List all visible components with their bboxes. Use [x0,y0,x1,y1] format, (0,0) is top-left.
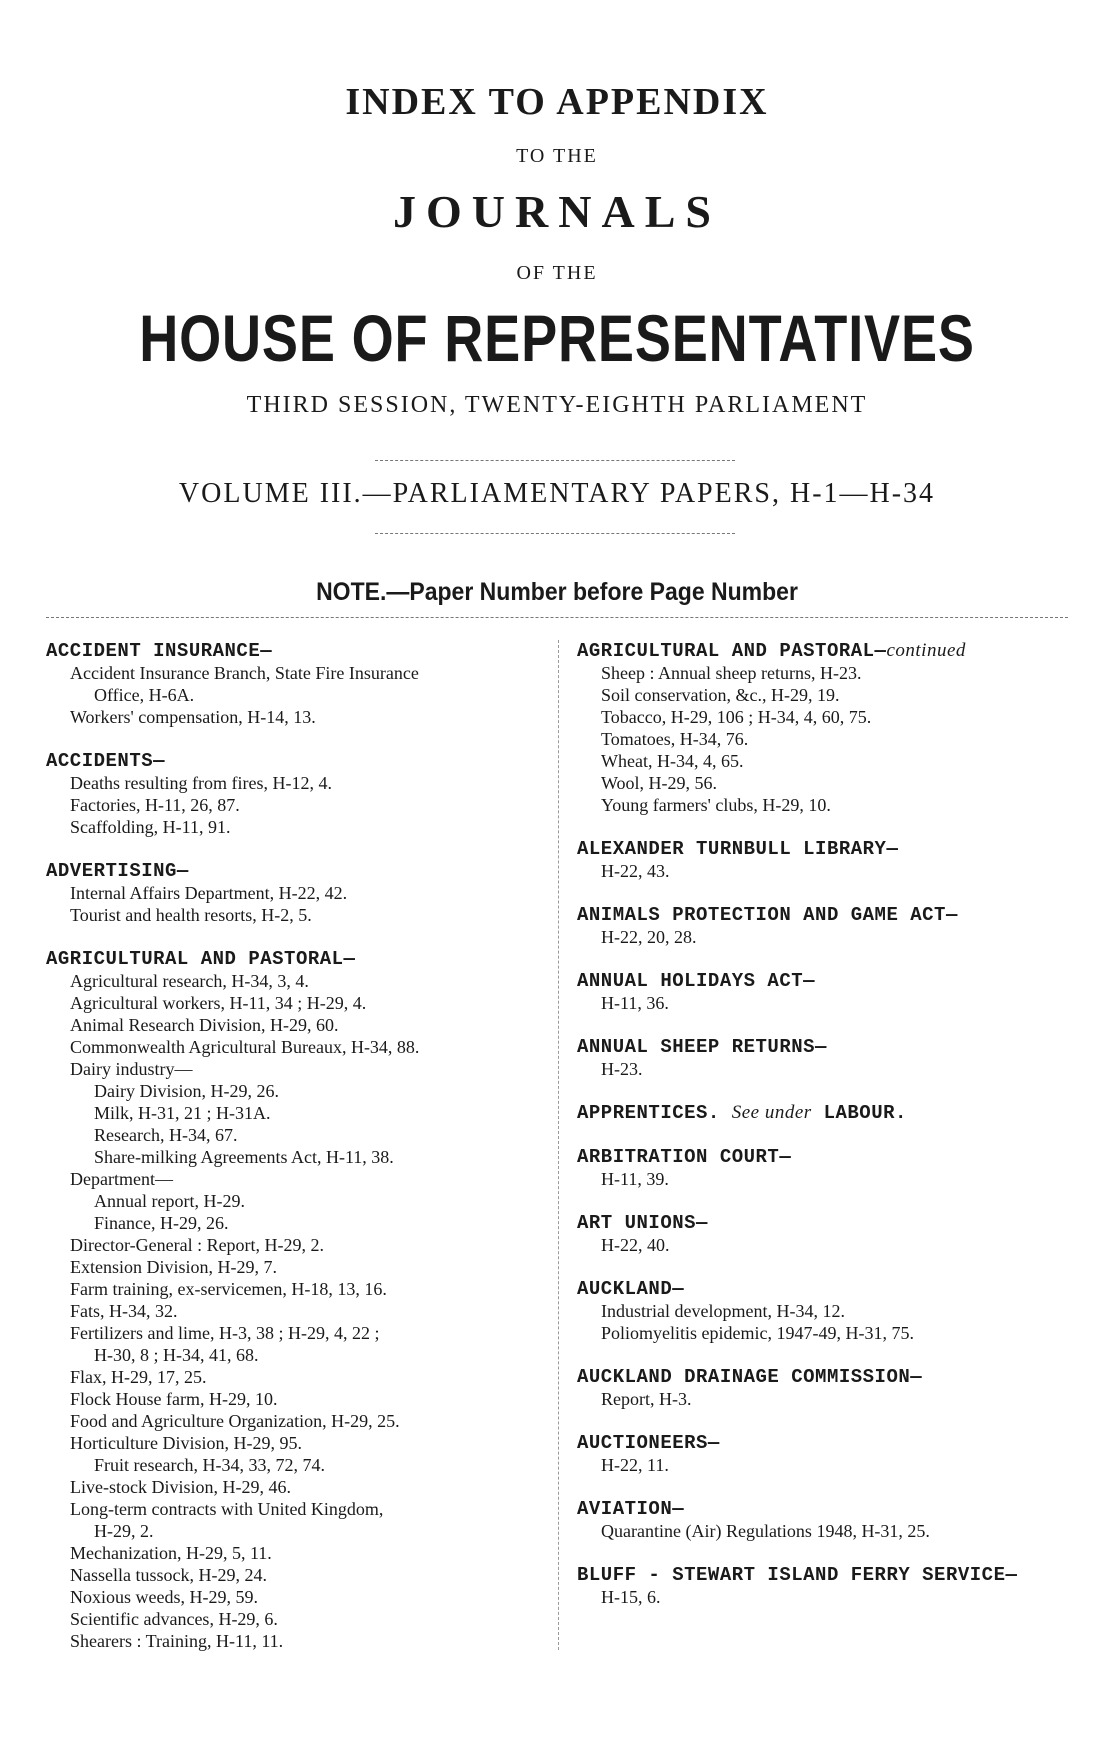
entry-line: H-11, 36. [601,993,669,1013]
index-entry [577,904,1067,948]
note-line: NOTE.—Paper Number before Page Number [316,578,798,606]
entry-line: H-30, 8 ; H-34, 41, 68. [94,1345,259,1365]
entry-line: Research, H-34, 67. [94,1125,238,1145]
entry-heading: BLUFF - STEWART ISLAND FERRY SERVICE— [577,1564,1018,1586]
entry-line: Report, H-3. [601,1389,692,1409]
index-entry [577,1564,1067,1608]
entry-line: Fats, H-34, 32. [70,1301,178,1321]
entry-line: Flax, H-29, 17, 25. [70,1367,207,1387]
entry-line: H-23. [601,1059,643,1079]
entry-line: Scientific advances, H-29, 6. [70,1609,278,1629]
entry-line: Long-term contracts with United Kingdom, [70,1499,384,1519]
right-column [577,640,1067,1608]
entry-heading: ANIMALS PROTECTION AND GAME ACT— [577,904,958,926]
index-entry [46,750,556,838]
entry-line: Industrial development, H-34, 12. [601,1301,845,1321]
index-title: INDEX TO APPENDIX [345,81,769,123]
entry-line: Finance, H-29, 26. [94,1213,229,1233]
entry-line: Internal Affairs Department, H-22, 42. [70,883,348,903]
entry-line: Agricultural research, H-34, 3, 4. [70,971,309,991]
entry-heading: AUCKLAND DRAINAGE COMMISSION— [577,1366,923,1388]
entry-line: Deaths resulting from fires, H-12, 4. [70,773,332,793]
continued-label: continued [886,640,966,661]
entry-line: Tomatoes, H-34, 76. [601,729,749,749]
entry-line: Extension Division, H-29, 7. [70,1257,277,1277]
entry-heading: ART UNIONS— [577,1212,708,1234]
entry-heading: ANNUAL HOLIDAYS ACT— [577,970,816,992]
entry-line: H-15, 6. [601,1587,661,1607]
entry-line: Dairy industry— [70,1059,193,1079]
volume-line: VOLUME III.—PARLIAMENTARY PAPERS, H-1—H-34 [178,478,936,509]
entry-heading: AVIATION— [577,1498,685,1520]
entry-line: Factories, H-11, 26, 87. [70,795,240,815]
column-divider [558,640,559,1650]
entry-line: Wheat, H-34, 4, 65. [601,751,744,771]
entry-heading: ACCIDENTS— [46,750,166,772]
entry-line: Tourist and health resorts, H-2, 5. [70,905,312,925]
entry-line: Farm training, ex-servicemen, H-18, 13, 16. [70,1279,387,1299]
entry-heading: AUCTIONEERS— [577,1432,720,1454]
to-the-line: TO THE [516,145,598,167]
entry-line: Director-General : Report, H-29, 2. [70,1235,325,1255]
entry-heading: ANNUAL SHEEP RETURNS— [577,1036,827,1058]
left-column [46,640,556,1652]
entry-line: Department— [70,1169,173,1189]
session-line: THIRD SESSION, TWENTY-EIGHTH PARLIAMENT [246,392,868,418]
entry-line: Live-stock Division, H-29, 46. [70,1477,291,1497]
entry-heading [577,640,1067,662]
index-entry [577,1366,1067,1410]
index-entry [577,1278,1067,1344]
entry-heading [577,1102,1067,1124]
entry-line: Flock House farm, H-29, 10. [70,1389,278,1409]
see-under-label: See under [731,1102,812,1123]
entry-line: Quarantine (Air) Regulations 1948, H-31, 25. [601,1521,930,1541]
entry-heading: ALEXANDER TURNBULL LIBRARY— [577,838,899,860]
entry-line: Share-milking Agreements Act, H-11, 38. [94,1147,394,1167]
entry-line: Sheep : Annual sheep returns, H-23. [601,663,862,683]
top-rule [375,460,735,461]
entry-line: Fruit research, H-34, 33, 72, 74. [94,1455,325,1475]
index-entry [577,970,1067,1014]
of-the-line: OF THE [516,262,598,284]
entry-line: Office, H-6A. [94,685,195,705]
index-entry [46,948,556,1652]
entry-line: H-29, 2. [94,1521,154,1541]
entry-line: Workers' compensation, H-14, 13. [70,707,316,727]
entry-line: H-22, 20, 28. [601,927,697,947]
entry-line: Scaffolding, H-11, 91. [70,817,231,837]
entry-line: Fertilizers and lime, H-3, 38 ; H-29, 4, 22 ; [70,1323,380,1343]
index-entry [577,640,1067,816]
note-rule [46,617,1068,618]
index-entry [46,640,556,728]
entry-heading: AGRICULTURAL AND PASTORAL— [46,948,356,970]
entry-line: Animal Research Division, H-29, 60. [70,1015,339,1035]
entry-line: Nassella tussock, H-29, 24. [70,1565,267,1585]
entry-heading-text: AGRICULTURAL AND PASTORAL— [577,640,887,662]
index-entry [577,1036,1067,1080]
entry-line: Food and Agriculture Organization, H-29, 25. [70,1411,400,1431]
entry-line: Poliomyelitis epidemic, 1947-49, H-31, 75. [601,1323,914,1343]
entry-line: Agricultural workers, H-11, 34 ; H-29, 4. [70,993,367,1013]
entry-heading: ARBITRATION COURT— [577,1146,792,1168]
entry-heading: ADVERTISING— [46,860,189,882]
cross-reference: LABOUR. [823,1102,907,1124]
entry-heading: AUCKLAND— [577,1278,685,1300]
entry-heading-text: APPRENTICES. [577,1102,720,1124]
entry-line: Shearers : Training, H-11, 11. [70,1631,284,1651]
entry-line: Young farmers' clubs, H-29, 10. [601,795,831,815]
index-entry [577,1432,1067,1476]
index-entry [577,1212,1067,1256]
entry-line: H-22, 40. [601,1235,670,1255]
index-entry [577,1102,1067,1124]
entry-line: Wool, H-29, 56. [601,773,718,793]
journals-title: JOURNALS [393,186,721,237]
house-title: HOUSE OF REPRESENTATIVES [139,301,975,375]
entry-line: Accident Insurance Branch, State Fire Insurance [70,663,419,683]
entry-line: H-22, 11. [601,1455,669,1475]
entry-line: Annual report, H-29. [94,1191,245,1211]
entry-line: Mechanization, H-29, 5, 11. [70,1543,272,1563]
entry-line: H-22, 43. [601,861,670,881]
entry-line: Tobacco, H-29, 106 ; H-34, 4, 60, 75. [601,707,872,727]
entry-line: Milk, H-31, 21 ; H-31A. [94,1103,271,1123]
entry-line: H-11, 39. [601,1169,669,1189]
index-entry [577,1498,1067,1542]
bottom-rule [375,533,735,534]
index-entry [577,1146,1067,1190]
entry-line: Commonwealth Agricultural Bureaux, H-34, 88. [70,1037,420,1057]
index-entry [46,860,556,926]
entry-heading: ACCIDENT INSURANCE— [46,640,273,662]
entry-line: Soil conservation, &c., H-29, 19. [601,685,840,705]
index-entry [577,838,1067,882]
entry-line: Dairy Division, H-29, 26. [94,1081,279,1101]
entry-line: Noxious weeds, H-29, 59. [70,1587,258,1607]
entry-line: Horticulture Division, H-29, 95. [70,1433,302,1453]
